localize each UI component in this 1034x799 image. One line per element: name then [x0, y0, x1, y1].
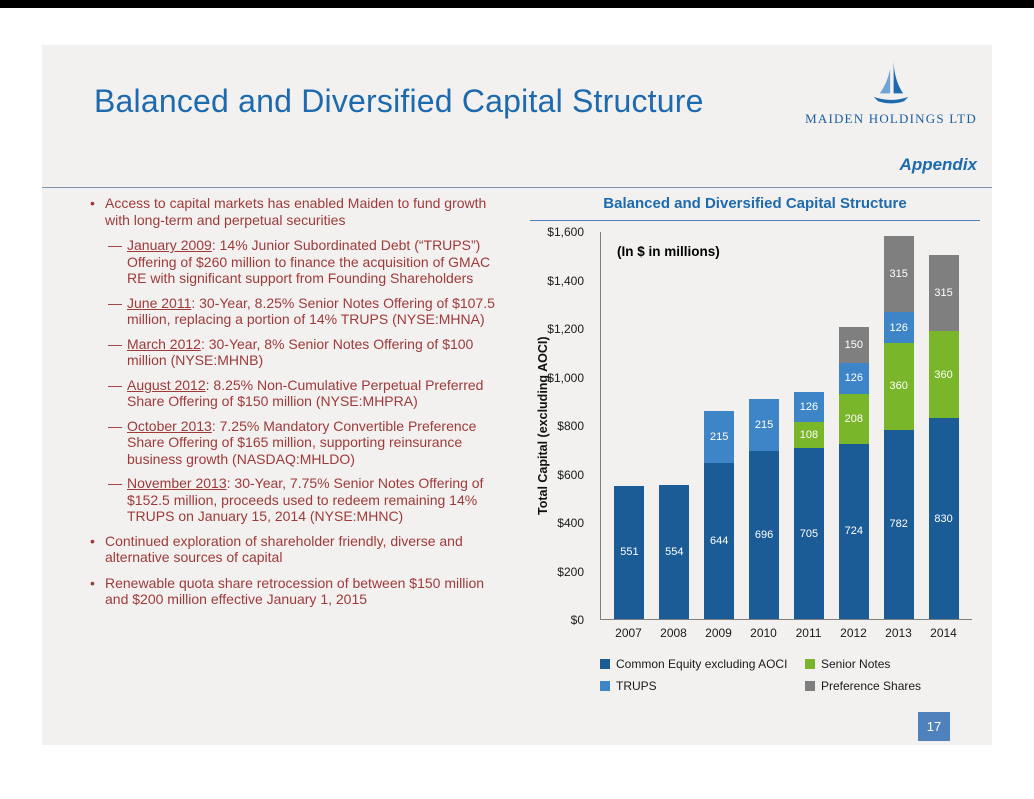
segment-value-label: 315	[889, 268, 908, 281]
chart-annotation: (In $ in millions)	[617, 244, 720, 259]
page-title: Balanced and Diversified Capital Structure	[94, 83, 704, 119]
legend-swatch	[805, 681, 815, 691]
bar-segment	[839, 327, 869, 363]
bar-cell	[607, 232, 652, 619]
y-tick: $400	[557, 516, 584, 530]
bar-segment	[839, 444, 869, 619]
chart-panel	[530, 195, 980, 740]
x-tick: 2007	[615, 626, 642, 640]
bullet-text: Access to capital markets has enabled Maiden to fund growth with long-term and perpetual securities	[105, 195, 487, 228]
bullet-marker: •	[90, 195, 95, 211]
bullet-date-lead: January 2009	[127, 237, 212, 254]
dash-marker: —	[108, 376, 122, 393]
bar-segment	[749, 399, 779, 451]
x-tick: 2011	[795, 626, 822, 640]
segment-value-label: 208	[844, 412, 863, 425]
bullet-date-lead: March 2012	[127, 335, 201, 352]
segment-value-label: 150	[844, 338, 863, 351]
bar-segment	[794, 392, 824, 422]
stacked-bar-2013	[884, 232, 914, 619]
sub-bullet-item	[88, 295, 500, 328]
segment-value-label: 215	[754, 418, 774, 431]
legend-label: Preference Shares	[821, 679, 922, 693]
header-divider	[42, 187, 992, 188]
segment-value-label: 315	[934, 287, 953, 300]
legend-item	[805, 679, 980, 693]
legend-label: Common Equity excluding AOCI	[616, 657, 788, 671]
page-number: 17	[918, 712, 950, 741]
bullet-marker: •	[90, 532, 95, 549]
segment-value-label: 360	[934, 368, 953, 381]
stacked-bar-2011	[794, 232, 824, 619]
bullet-text: October 2013: 7.25% Mandatory Convertible Preference Share Offering of $165 million, supporting reinsurance business growth (NASDAQ:MHLDO)	[127, 417, 477, 467]
y-tick: $1,000	[547, 370, 584, 385]
segment-value-label: 108	[799, 429, 819, 442]
x-tick: 2008	[660, 626, 687, 640]
bar-cell	[787, 232, 832, 619]
legend-item	[600, 679, 805, 693]
y-tick: $800	[557, 419, 584, 433]
bullet-text: Renewable quota share retrocession of between $150 million and $200 million effective January 1, 2015	[105, 574, 485, 608]
bar-cell	[876, 232, 921, 619]
segment-value-label: 551	[620, 546, 639, 559]
bullet-text: Continued exploration of shareholder friendly, diverse and alternative sources of capital	[105, 532, 463, 566]
y-tick: $1,400	[547, 273, 584, 288]
dash-marker: —	[108, 237, 122, 254]
bullet-item	[88, 575, 500, 608]
y-axis-label: Total Capital (excluding AOCI)	[536, 336, 550, 516]
slide	[42, 45, 992, 745]
segment-value-label: 215	[710, 431, 729, 444]
bar-segment	[884, 343, 914, 430]
x-axis-ticks	[600, 622, 972, 640]
segment-value-label: 644	[710, 535, 729, 548]
y-axis-ticks	[530, 225, 592, 627]
bar-segment	[704, 411, 734, 463]
bar-cell	[742, 232, 787, 619]
bar-segment	[929, 331, 959, 418]
sub-bullet-item	[88, 475, 500, 525]
bar-segment	[749, 451, 779, 619]
bar-cell	[921, 232, 966, 619]
segment-value-label: 724	[844, 525, 863, 538]
bar-segment	[794, 422, 824, 448]
y-tick: $1,200	[547, 322, 584, 336]
bullet-text: January 2009: 14% Junior Subordinated Debt (“TRUPS”) Offering of $260 million to finance the acquisition of GMAC RE with significant support from Founding Shareholders	[127, 237, 491, 287]
dash-marker: —	[108, 417, 122, 434]
stacked-bar-2007	[614, 232, 644, 619]
bullet-date-lead: October 2013	[127, 417, 212, 434]
segment-value-label: 830	[934, 512, 953, 525]
bar-segment	[884, 236, 914, 312]
y-tick: $600	[557, 467, 584, 482]
bullet-item	[88, 533, 500, 566]
y-tick: $200	[557, 564, 584, 579]
legend-label: TRUPS	[616, 679, 657, 693]
bullet-text: November 2013: 30-Year, 7.75% Senior Notes Offering of $152.5 million, proceeds used to redeem remaining 14% TRUPS on January 15, 2014 (NYSE:MHNC)	[127, 475, 484, 525]
segment-value-label: 782	[889, 518, 908, 531]
plot-area	[600, 232, 972, 620]
stacked-bar-2009	[704, 232, 734, 619]
bar-segment	[884, 312, 914, 342]
bar-cell	[652, 232, 697, 619]
sub-bullet-item	[88, 377, 500, 410]
segment-value-label: 126	[799, 401, 819, 414]
bullet-date-lead: August 2012	[127, 376, 206, 393]
top-black-bar	[0, 0, 1034, 8]
bullet-item	[88, 195, 500, 228]
legend-swatch	[600, 681, 610, 691]
appendix-label: Appendix	[899, 155, 977, 174]
company-logo	[796, 57, 986, 127]
bullet-date-lead: November 2013	[127, 475, 227, 492]
bar-segment	[839, 394, 869, 444]
segment-value-label: 360	[889, 380, 908, 393]
y-tick: $0	[570, 613, 584, 627]
bar-cell	[697, 232, 742, 619]
sailboat-icon	[796, 57, 986, 109]
legend-swatch	[600, 659, 610, 669]
x-tick: 2014	[930, 626, 957, 640]
y-tick: $1,600	[547, 225, 584, 239]
sub-bullet-item	[88, 418, 500, 468]
legend-item	[805, 657, 980, 671]
chart-legend	[600, 657, 980, 693]
x-tick: 2010	[750, 626, 777, 640]
segment-value-label: 126	[844, 372, 863, 385]
x-tick: 2012	[840, 626, 867, 640]
bullet-marker: •	[90, 574, 95, 591]
segment-value-label: 554	[665, 546, 684, 558]
bar-segment	[929, 418, 959, 619]
legend-label: Senior Notes	[821, 657, 891, 671]
stacked-bar-2012	[839, 232, 869, 619]
segment-value-label: 705	[799, 527, 819, 540]
bar-segment	[704, 463, 734, 619]
bar-segment	[614, 486, 644, 619]
chart-title: Balanced and Diversified Capital Structure	[530, 195, 980, 221]
bullet-text: August 2012: 8.25% Non-Cumulative Perpetual Preferred Share Offering of $150 million (NYSE:MHPRA)	[127, 376, 484, 410]
x-tick: 2013	[885, 626, 912, 640]
bullet-text: June 2011: 30-Year, 8.25% Senior Notes Offering of $107.5 million, replacing a portion of 14% TRUPS (NYSE:MHNA)	[127, 294, 495, 328]
stacked-bar-2008	[659, 232, 689, 619]
legend-swatch	[805, 659, 815, 669]
stacked-bar-2014	[929, 232, 959, 619]
sub-bullet-item	[88, 237, 500, 287]
x-tick: 2009	[705, 626, 732, 640]
bar-segment	[884, 430, 914, 619]
bar-segment	[794, 448, 824, 619]
dash-marker: —	[108, 335, 122, 352]
bar-cell	[831, 232, 876, 619]
stacked-bar-2010	[749, 232, 779, 619]
dash-marker: —	[108, 294, 122, 311]
segment-value-label: 126	[889, 321, 908, 334]
bars	[601, 232, 972, 619]
dash-marker: —	[108, 475, 122, 492]
sub-bullet-item	[88, 336, 500, 369]
logo-text: MAIDEN HOLDINGS LTD	[805, 111, 977, 126]
bar-segment	[929, 255, 959, 331]
bar-segment	[659, 485, 689, 619]
segment-value-label: 696	[754, 528, 774, 541]
legend-item	[600, 657, 805, 671]
bullet-date-lead: June 2011	[127, 294, 192, 311]
bullet-list	[88, 195, 500, 617]
bar-segment	[839, 363, 869, 393]
bullet-text: March 2012: 30-Year, 8% Senior Notes Offering of $100 million (NYSE:MHNB)	[127, 335, 474, 369]
